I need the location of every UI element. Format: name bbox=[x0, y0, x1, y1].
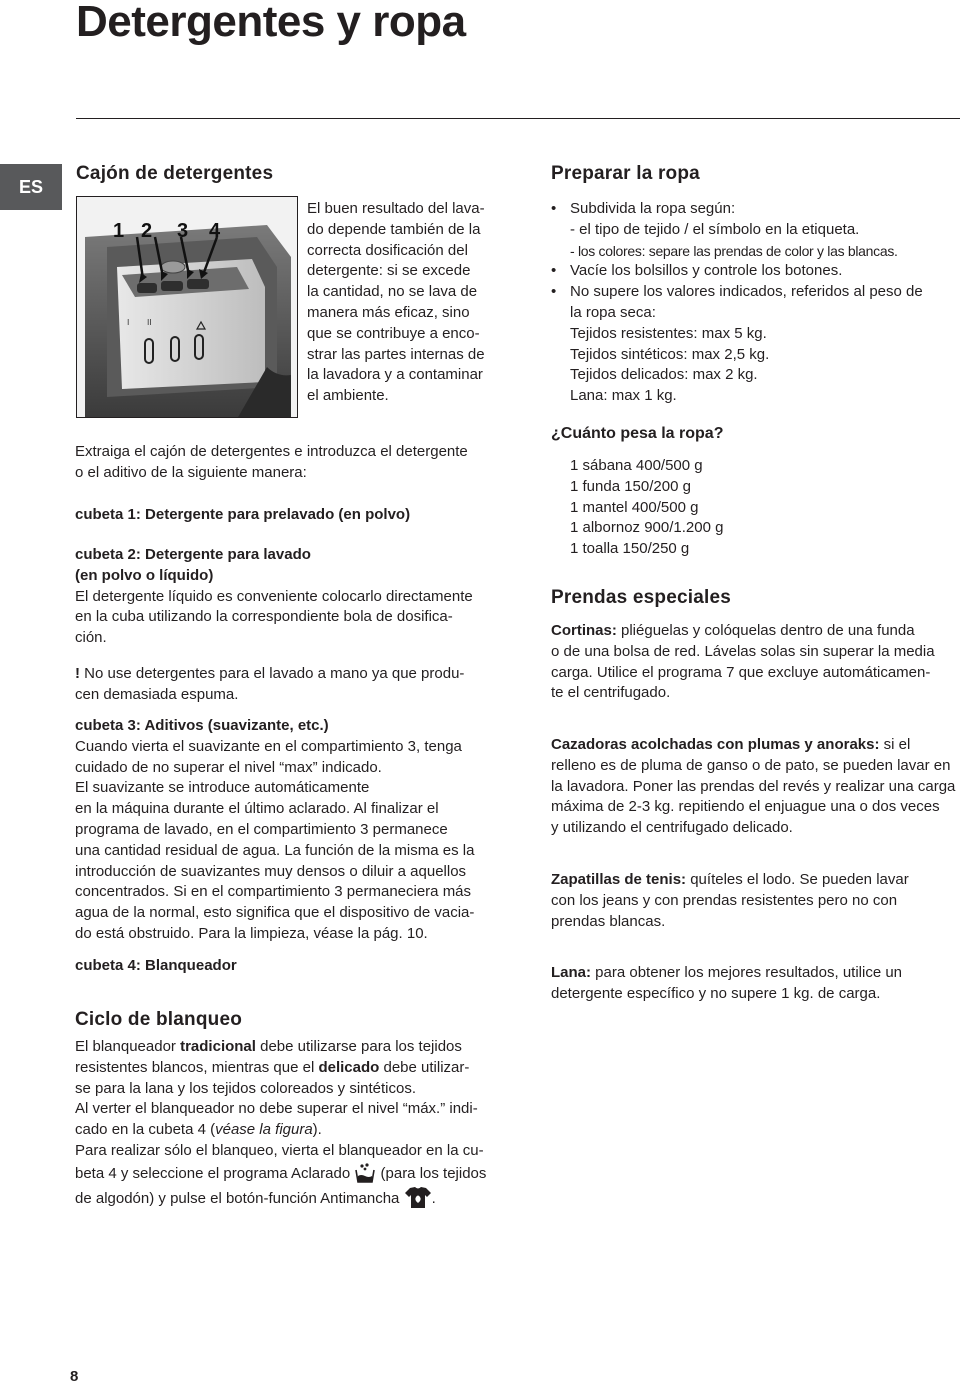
page-number: 8 bbox=[70, 1368, 79, 1385]
drawer-label-4: 4 bbox=[209, 220, 221, 242]
drawer-label-2: 2 bbox=[141, 220, 153, 242]
cubeta3-block: cubeta 3: Aditivos (suavizante, etc.) Cuando vierta el suavizante en el compartimiento 3, tenga cuidado de no superar el nivel “max” indicado. El suavizante se introduce automáticamente en la máquina durante el último aclarado. Al finalizar el programa de lavado, en el compartimiento 3 permanece una cantidad residual de agua. La función de la misma es la introducción de suavizantes muy densos o diluir a aquellos concentrados. Si en el compartimiento 3 permaneciera más agua de la normal, esto significa que el dispositivo de vacia- do está obstruido. Para la limpieza, véase la pág. 10. bbox=[75, 717, 475, 942]
drawer-label-1: 1 bbox=[113, 220, 125, 242]
cubeta2-block: cubeta 2: Detergente para lavado (en polvo o líquido) El detergente líquido es conveniente colocarlo directamente en la cuba utilizando la correspondiente bola de dosifica- ción. bbox=[75, 546, 473, 647]
wool-paragraph: Lana: para obtener los mejores resultados, utilice un detergente específico y no supere 1 kg. de carga. bbox=[551, 964, 903, 1002]
weights-list bbox=[570, 456, 723, 560]
detergent-drawer-figure bbox=[76, 196, 298, 418]
warning-mark: ! bbox=[75, 665, 80, 682]
bleach-cycle-paragraph: El blanqueador tradicional debe utilizarse para los tejidos resistentes blancos, mientras que el delicado debe utilizar- se para la lana y los tejidos coloreados y sintéticos. Al verter el blanqueador no debe superar el nivel “máx.” indi- cado en la cubeta 4 (véase la figura). Para realizar sólo el blanqueo, vierta el blanqueador en la cu- beta 4 y seleccione el programa Aclarado (para los tejidos de algodón) y pulse el botón-función Antimancha . bbox=[75, 1038, 487, 1207]
drawer-heading: Cajón de detergentes bbox=[76, 163, 274, 184]
prepare-laundry-list bbox=[551, 199, 923, 407]
cubeta4-heading: cubeta 4: Blanqueador bbox=[75, 957, 237, 974]
rinse-program-icon bbox=[354, 1162, 376, 1184]
prepare-laundry-heading: Preparar la ropa bbox=[551, 163, 700, 184]
intro-paragraph: Extraiga el cajón de detergentes e introduzca el detergente o el aditivo de la siguiente manera: bbox=[75, 443, 468, 481]
list-item: • Vacíe los bolsillos y controle los botones. bbox=[551, 262, 843, 280]
list-item: • Subdivida la ropa según: - el tipo de tejido / el símbolo en la etiqueta. - los colores: separe las prendas de color y las blancas. bbox=[551, 200, 898, 259]
stain-removal-icon bbox=[404, 1185, 432, 1209]
list-item: 1 funda 150/200 g bbox=[570, 477, 691, 495]
bleach-cycle-heading: Ciclo de blanqueo bbox=[75, 1009, 243, 1030]
dosage-note: El buen resultado del lava- do depende también de la correcta dosificación del detergente: si se excede la cantidad, no se lava de manera más eficaz, sino que se contribuye a enco- strar las partes internas de la lavadora y a contaminar el ambiente. bbox=[307, 200, 485, 405]
drawer-illustration bbox=[77, 197, 298, 418]
list-item: 1 toalla 150/250 g bbox=[570, 540, 690, 558]
page-title: Detergentes y ropa bbox=[76, 0, 466, 46]
list-item: 1 mantel 400/500 g bbox=[570, 498, 699, 516]
svg-text:II: II bbox=[147, 318, 152, 327]
special-items-heading: Prendas especiales bbox=[551, 587, 731, 608]
weights-heading: ¿Cuánto pesa la ropa? bbox=[551, 425, 724, 442]
list-item: 1 albornoz 900/1.200 g bbox=[570, 519, 724, 537]
language-tab: ES bbox=[0, 164, 62, 210]
down-jackets-paragraph: Cazadoras acolchadas con plumas y anoraks: si el relleno es de pluma de ganso o de pato, se pueden lavar en la lavadora. Poner las prendas del revés y realizar una carga máxima de 2-3 kg. repitiendo el enjuague una o dos veces y utilizando el centrifugado delicado. bbox=[551, 736, 956, 837]
list-item: 1 sábana 400/500 g bbox=[570, 457, 703, 474]
foam-warning: ! No use detergentes para el lavado a mano ya que produ- cen demasiada espuma. bbox=[75, 665, 465, 703]
drawer-label-3: 3 bbox=[177, 220, 189, 242]
svg-text:I: I bbox=[127, 318, 130, 327]
sneakers-paragraph: Zapatillas de tenis: quíteles el lodo. Se pueden lavar con los jeans y con prendas resistentes pero no con prendas blancas. bbox=[551, 871, 909, 930]
cubeta1-heading: cubeta 1: Detergente para prelavado (en polvo) bbox=[75, 506, 411, 523]
curtains-paragraph: Cortinas: pliéguelas y colóquelas dentro de una funda o de una bolsa de red. Lávelas solas sin superar la media carga. Utilice el programa 7 que excluye automáticamen- te el centrifugado. bbox=[551, 622, 935, 702]
list-item: • No supere los valores indicados, referidos al peso de la ropa seca: Tejidos resistentes: max 5 kg. Tejidos sintéticos: max 2,5 kg. Tejidos delicados: max 2 kg. Lana: max 1 kg. bbox=[551, 283, 923, 405]
title-rule bbox=[76, 118, 960, 119]
